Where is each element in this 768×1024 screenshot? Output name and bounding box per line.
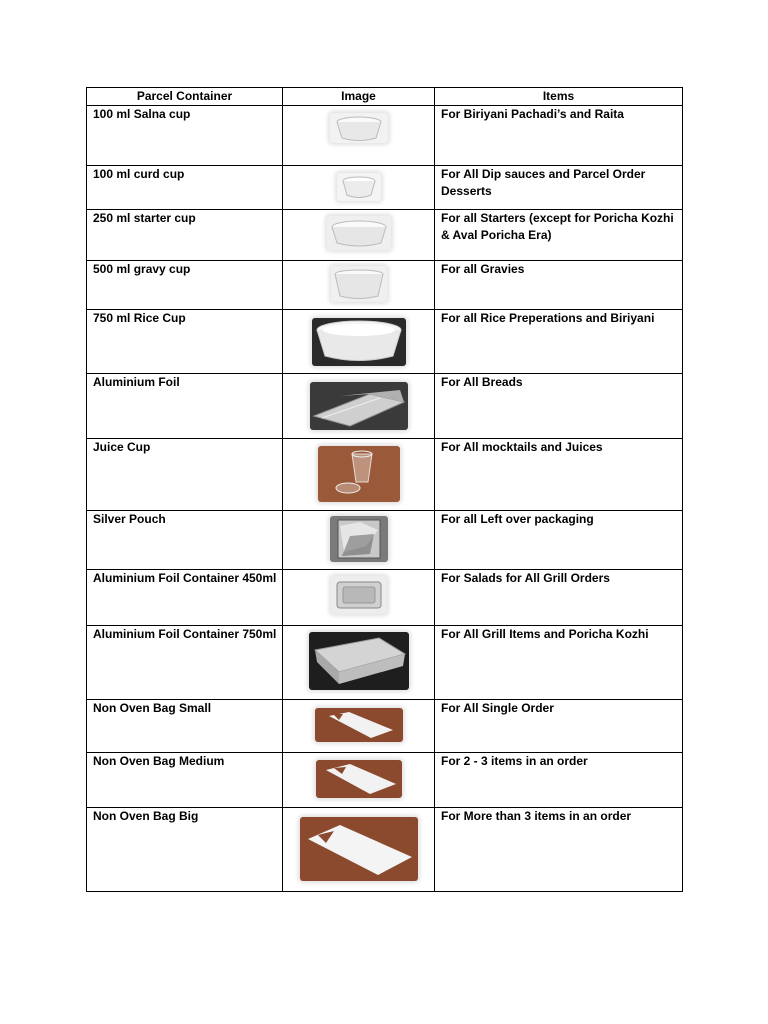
juice-cup-icon (318, 446, 400, 502)
table-row (87, 310, 683, 374)
curd-cup-icon (337, 173, 381, 201)
image-cell (283, 106, 435, 166)
table-header-row (87, 88, 683, 106)
container-cell: Non Oven Bag Big (87, 808, 283, 892)
table-row (87, 808, 683, 892)
table-row (87, 700, 683, 753)
image-cell (283, 439, 435, 511)
items-cell: For All Grill Items and Poricha Kozhi (435, 626, 683, 700)
gravy-cup-icon (331, 266, 387, 302)
items-cell: For Biriyani Pachadi’s and Raita (435, 106, 683, 166)
bag-big-icon (300, 817, 418, 881)
table-row (87, 439, 683, 511)
image-cell (283, 808, 435, 892)
container-cell: Silver Pouch (87, 511, 283, 570)
image-cell (283, 570, 435, 626)
container-cell: Aluminium Foil (87, 374, 283, 439)
image-cell (283, 310, 435, 374)
starter-cup-icon (327, 216, 391, 250)
table-row (87, 626, 683, 700)
items-cell: For All Single Order (435, 700, 683, 753)
table-row (87, 261, 683, 310)
image-cell (283, 700, 435, 753)
table-row (87, 106, 683, 166)
items-cell: For All Dip sauces and Parcel Order Desserts (435, 166, 683, 210)
items-cell: For All Breads (435, 374, 683, 439)
table-row (87, 511, 683, 570)
silver-pouch-icon (330, 516, 388, 562)
image-cell (283, 626, 435, 700)
bag-medium-icon (316, 760, 402, 798)
container-cell: 100 ml curd cup (87, 166, 283, 210)
container-cell: Non Oven Bag Medium (87, 753, 283, 808)
image-cell (283, 374, 435, 439)
container-cell: 500 ml gravy cup (87, 261, 283, 310)
items-cell: For Salads for All Grill Orders (435, 570, 683, 626)
header-image: Image (283, 88, 435, 106)
container-cell: 750 ml Rice Cup (87, 310, 283, 374)
image-cell (283, 511, 435, 570)
image-cell (283, 753, 435, 808)
container-cell: Aluminium Foil Container 450ml (87, 570, 283, 626)
container-cell: Non Oven Bag Small (87, 700, 283, 753)
foil-container-small-icon (331, 576, 387, 614)
salna-cup-icon (330, 113, 388, 143)
items-cell: For all Left over packaging (435, 511, 683, 570)
container-cell: Aluminium Foil Container 750ml (87, 626, 283, 700)
table-row (87, 753, 683, 808)
table-row (87, 570, 683, 626)
bag-small-icon (315, 708, 403, 742)
items-cell: For 2 - 3 items in an order (435, 753, 683, 808)
items-cell: For all Starters (except for Poricha Kozhi & Aval Poricha Era) (435, 210, 683, 261)
foil-container-large-icon (309, 632, 409, 690)
table-row (87, 374, 683, 439)
items-cell: For all Rice Preperations and Biriyani (435, 310, 683, 374)
aluminium-foil-icon (310, 382, 408, 430)
header-parcel-container: Parcel Container (87, 88, 283, 106)
items-cell: For More than 3 items in an order (435, 808, 683, 892)
container-cell: 100 ml Salna cup (87, 106, 283, 166)
container-cell: Juice Cup (87, 439, 283, 511)
header-items: Items (435, 88, 683, 106)
parcel-container-table (86, 87, 683, 892)
rice-cup-icon (312, 318, 406, 366)
table-row (87, 210, 683, 261)
items-cell: For all Gravies (435, 261, 683, 310)
image-cell (283, 210, 435, 261)
container-cell: 250 ml starter cup (87, 210, 283, 261)
table-row (87, 166, 683, 210)
image-cell (283, 261, 435, 310)
items-cell: For All mocktails and Juices (435, 439, 683, 511)
image-cell (283, 166, 435, 210)
